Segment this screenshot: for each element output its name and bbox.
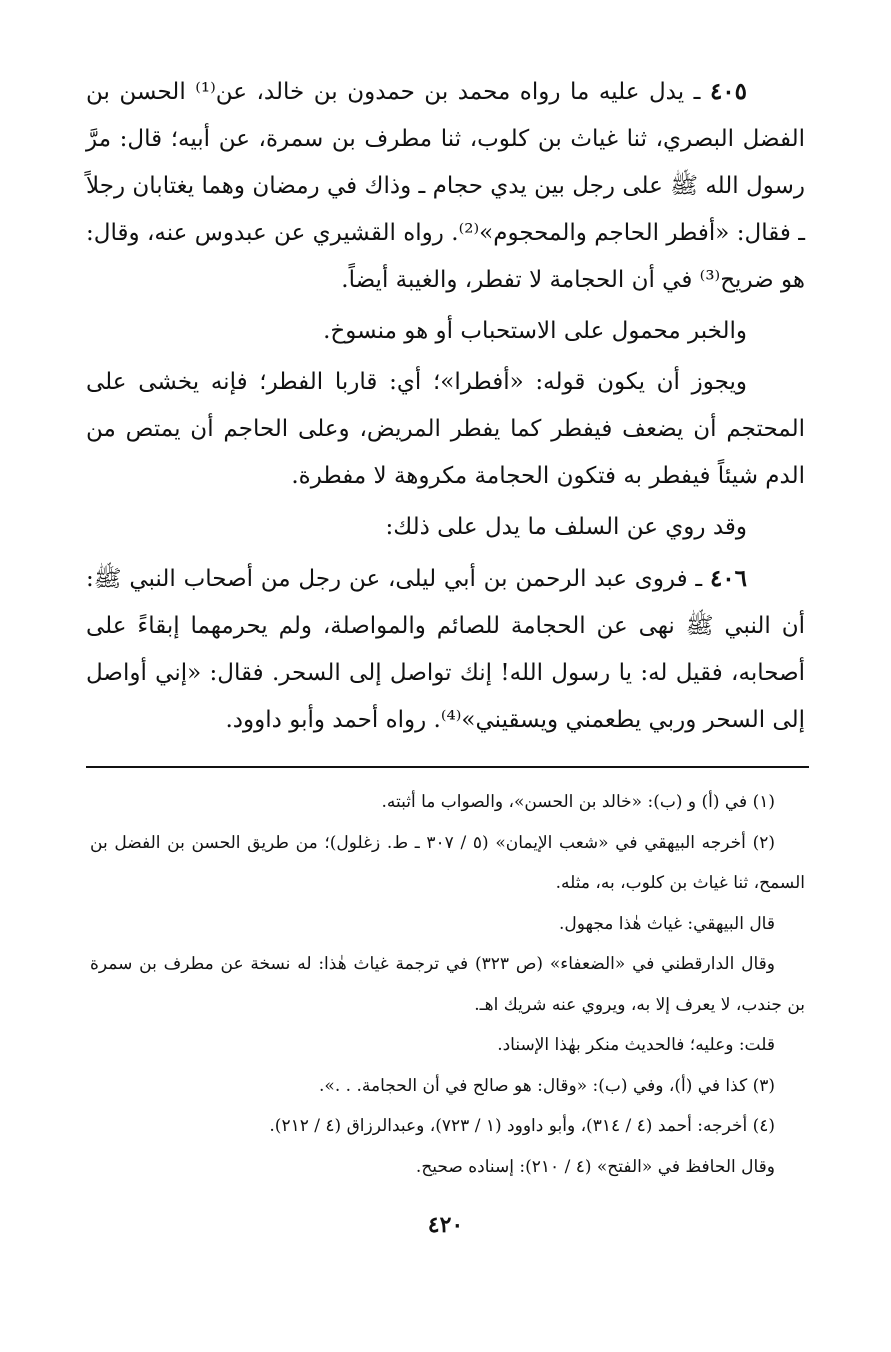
paragraph-406-text: ـ فروى عبد الرحمن بن أبي ليلى، عن رجل من أصحاب النبي ﷺ: أن النبي ﷺ نهى عن الحجامة للصائم والمواصلة، ولم يحرمهما إبقاءً على أصحابه، فقيل له: يا رسول الله! إنك تواصل إلى السحر. فقال: «إني أواصل إلى السحر وربي يطعمني ويسقيني»⁽⁴⁾. رواه أحمد وأبو داوود. [86, 566, 805, 733]
footnote-4: (٤) أخرجه: أحمد (٤ / ٣١٤)، وأبو داوود (١ / ٧٢٣)، وعبدالرزاق (٤ / ٢١٢). [269, 1116, 775, 1136]
footnote-2-daraqutni: وقال الدارقطني في «الضعفاء» (ص ٣٢٣) في ترجمة غياث هٰذا: له نسخة عن مطرف بن سمرة بن جندب، لا يعرف إلا به، ويروي عنه شريك اهـ. [90, 954, 805, 1015]
paragraph-405 [86, 68, 805, 304]
footnote-3: (٣) كذا في (أ)، وفي (ب): «وقال: هو صالح في أن الحجامة. . .». [319, 1075, 775, 1096]
paragraph-salaf: وقد روي عن السلف ما يدل على ذلك: [385, 514, 747, 540]
page-number: ٤٢٠ [427, 1212, 464, 1238]
footnote-4-comment: وقال الحافظ في «الفتح» (٤ / ٢١٠): إسناده صحيح. [415, 1156, 775, 1177]
footnotes [90, 782, 805, 1187]
footnote-2-comment: قال البيهقي: غياث هٰذا مجهول. [558, 913, 775, 934]
footnote-2: (٢) أخرجه البيهقي في «شعب الإيمان» (٥ / ٣٠٧ ـ ط. زغلول)؛ من طريق الحسن بن الفضل بن السمح، ثنا غياث بن كلوب، به، مثله. [90, 832, 805, 893]
paragraph-405-text: ـ يدل عليه ما رواه محمد بن حمدون بن خالد، عن⁽¹⁾ الحسن بن الفضل البصري، ثنا غياث بن كلوب، ثنا مطرف بن سمرة، عن أبيه؛ قال: مرَّ رسول الله ﷺ على رجل بين يدي حجام ـ وذاك في رمضان وهما يغتابان رجلاً ـ فقال: «أفطر الحاجم والمحجوم»⁽²⁾. رواه القشيري عن عبدوس عنه، وقال: هو ضريح⁽³⁾ في أن الحجامة لا تفطر، والغيبة أيضاً. [86, 79, 805, 293]
paragraph-yajuz: ويجوز أن يكون قوله: «أفطرا»؛ أي: قاربا الفطر؛ فإنه يخشى على المحتجم أن يضعف فيفطر كما يفطر المريض، وعلى الحاجم أن يمتص من الدم شيئاً فيفطر به فتكون الحجامة مكروهة لا مفطرة. [86, 369, 805, 489]
footnote-2-conclusion: قلت: وعليه؛ فالحديث منكر بهٰذا الإسناد. [497, 1035, 775, 1055]
hadith-number-406: ٤٠٦ [709, 565, 747, 592]
paragraph-khabar: والخبر محمول على الاستحباب أو هو منسوخ. [323, 318, 747, 344]
hadith-number-405: ٤٠٥ [709, 78, 747, 105]
paragraph-406 [86, 555, 805, 744]
footnote-1: (١) في (أ) و (ب): «خالد بن الحسن»، والصواب ما أثبته. [381, 792, 775, 812]
main-text [86, 68, 805, 744]
footnote-divider [86, 766, 809, 768]
